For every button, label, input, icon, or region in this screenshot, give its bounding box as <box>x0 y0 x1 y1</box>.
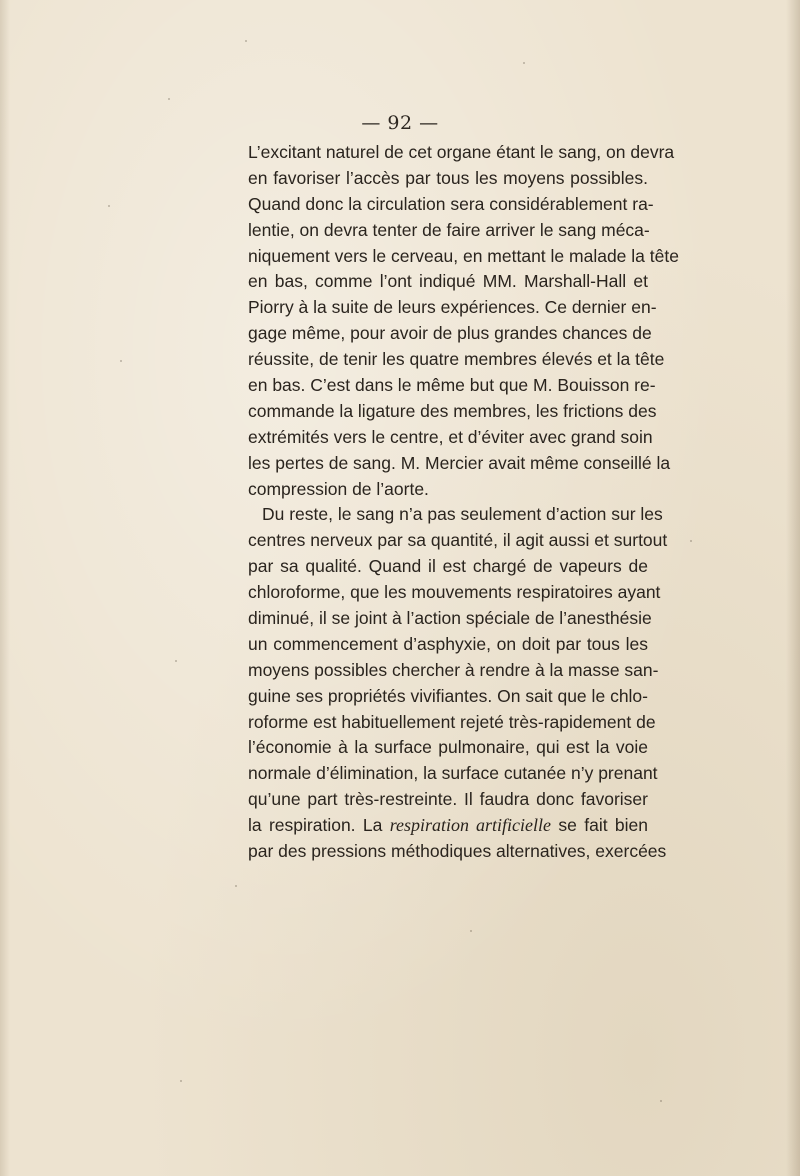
text-line: en bas. C’est dans le même but que M. Bouisson re- <box>248 375 656 396</box>
text-line-with-italic <box>248 813 648 839</box>
text-line: moyens possibles chercher à rendre à la masse san- <box>248 659 659 680</box>
text-line: guine ses propriétés vivifiantes. On sait que le chlo- <box>248 685 648 706</box>
paper-speck <box>168 98 170 100</box>
text-line: niquement vers le cerveau, en mettant le malade la tête <box>248 245 679 266</box>
text-line: les pertes de sang. M. Mercier avait même conseillé la <box>248 452 671 473</box>
paper-speck <box>175 660 177 662</box>
paper-speck <box>523 62 525 64</box>
text-line: gage même, pour avoir de plus grandes chances de <box>248 323 652 344</box>
text-line: Quand donc la circulation sera considérablement ra- <box>248 193 654 214</box>
text-line: roforme est habituellement rejeté très-rapidement de <box>248 711 656 732</box>
text-line: centres nerveux par sa quantité, il agit aussi et surtout <box>248 530 668 551</box>
paper-speck <box>108 205 110 207</box>
paper-speck <box>235 885 237 887</box>
text-line: extrémités vers le centre, et d’éviter avec grand soin <box>248 426 653 447</box>
italic-term: respiration artificielle <box>389 815 552 836</box>
text-line: diminué, il se joint à l’action spéciale de l’anesthésie <box>248 608 652 629</box>
paper-speck <box>120 360 122 362</box>
text-run: se fait bien <box>558 815 648 836</box>
paper-speck <box>180 1080 182 1082</box>
paper-speck <box>470 930 472 932</box>
page-shadow-right <box>786 0 800 1176</box>
text-line: chloroforme, que les mouvements respiratoires ayant <box>248 582 661 603</box>
text-line: Piorry à la suite de leurs expériences. Ce dernier en- <box>248 297 657 318</box>
text-line: en favoriser l’accès par tous les moyens possibles. <box>248 167 648 188</box>
text-line: commande la ligature des membres, les frictions des <box>248 400 657 421</box>
text-line: par des pressions méthodiques alternatives, exercées <box>248 841 667 862</box>
paper-speck <box>245 40 247 42</box>
body-text <box>248 140 679 865</box>
text-line: réussite, de tenir les quatre membres élevés et la tête <box>248 349 665 370</box>
text-line: l’économie à la surface pulmonaire, qui est la voie <box>248 737 648 758</box>
text-line: lentie, on devra tenter de faire arriver le sang méca- <box>248 219 650 240</box>
text-line: en bas, comme l’ont indiqué MM. Marshall-Hall et <box>248 271 648 292</box>
text-line: normale d’élimination, la surface cutanée n’y prenant <box>248 763 658 784</box>
text-line: compression de l’aorte. <box>248 478 429 499</box>
text-line: L’excitant naturel de cet organe étant le sang, on devra <box>248 142 675 162</box>
text-line: qu’une part très-restreinte. Il faudra donc favoriser <box>248 789 648 810</box>
page-number: — 92 — <box>361 112 439 134</box>
paper-speck <box>660 1100 662 1102</box>
text-line: Du reste, le sang n’a pas seulement d’action sur les <box>262 504 663 525</box>
text-line: par sa qualité. Quand il est chargé de vapeurs de <box>248 556 648 577</box>
text-line: un commencement d’asphyxie, on doit par tous les <box>248 633 648 654</box>
paper-speck <box>690 540 692 542</box>
text-run: la respiration. La <box>248 815 383 836</box>
page-shadow-left <box>0 0 10 1176</box>
